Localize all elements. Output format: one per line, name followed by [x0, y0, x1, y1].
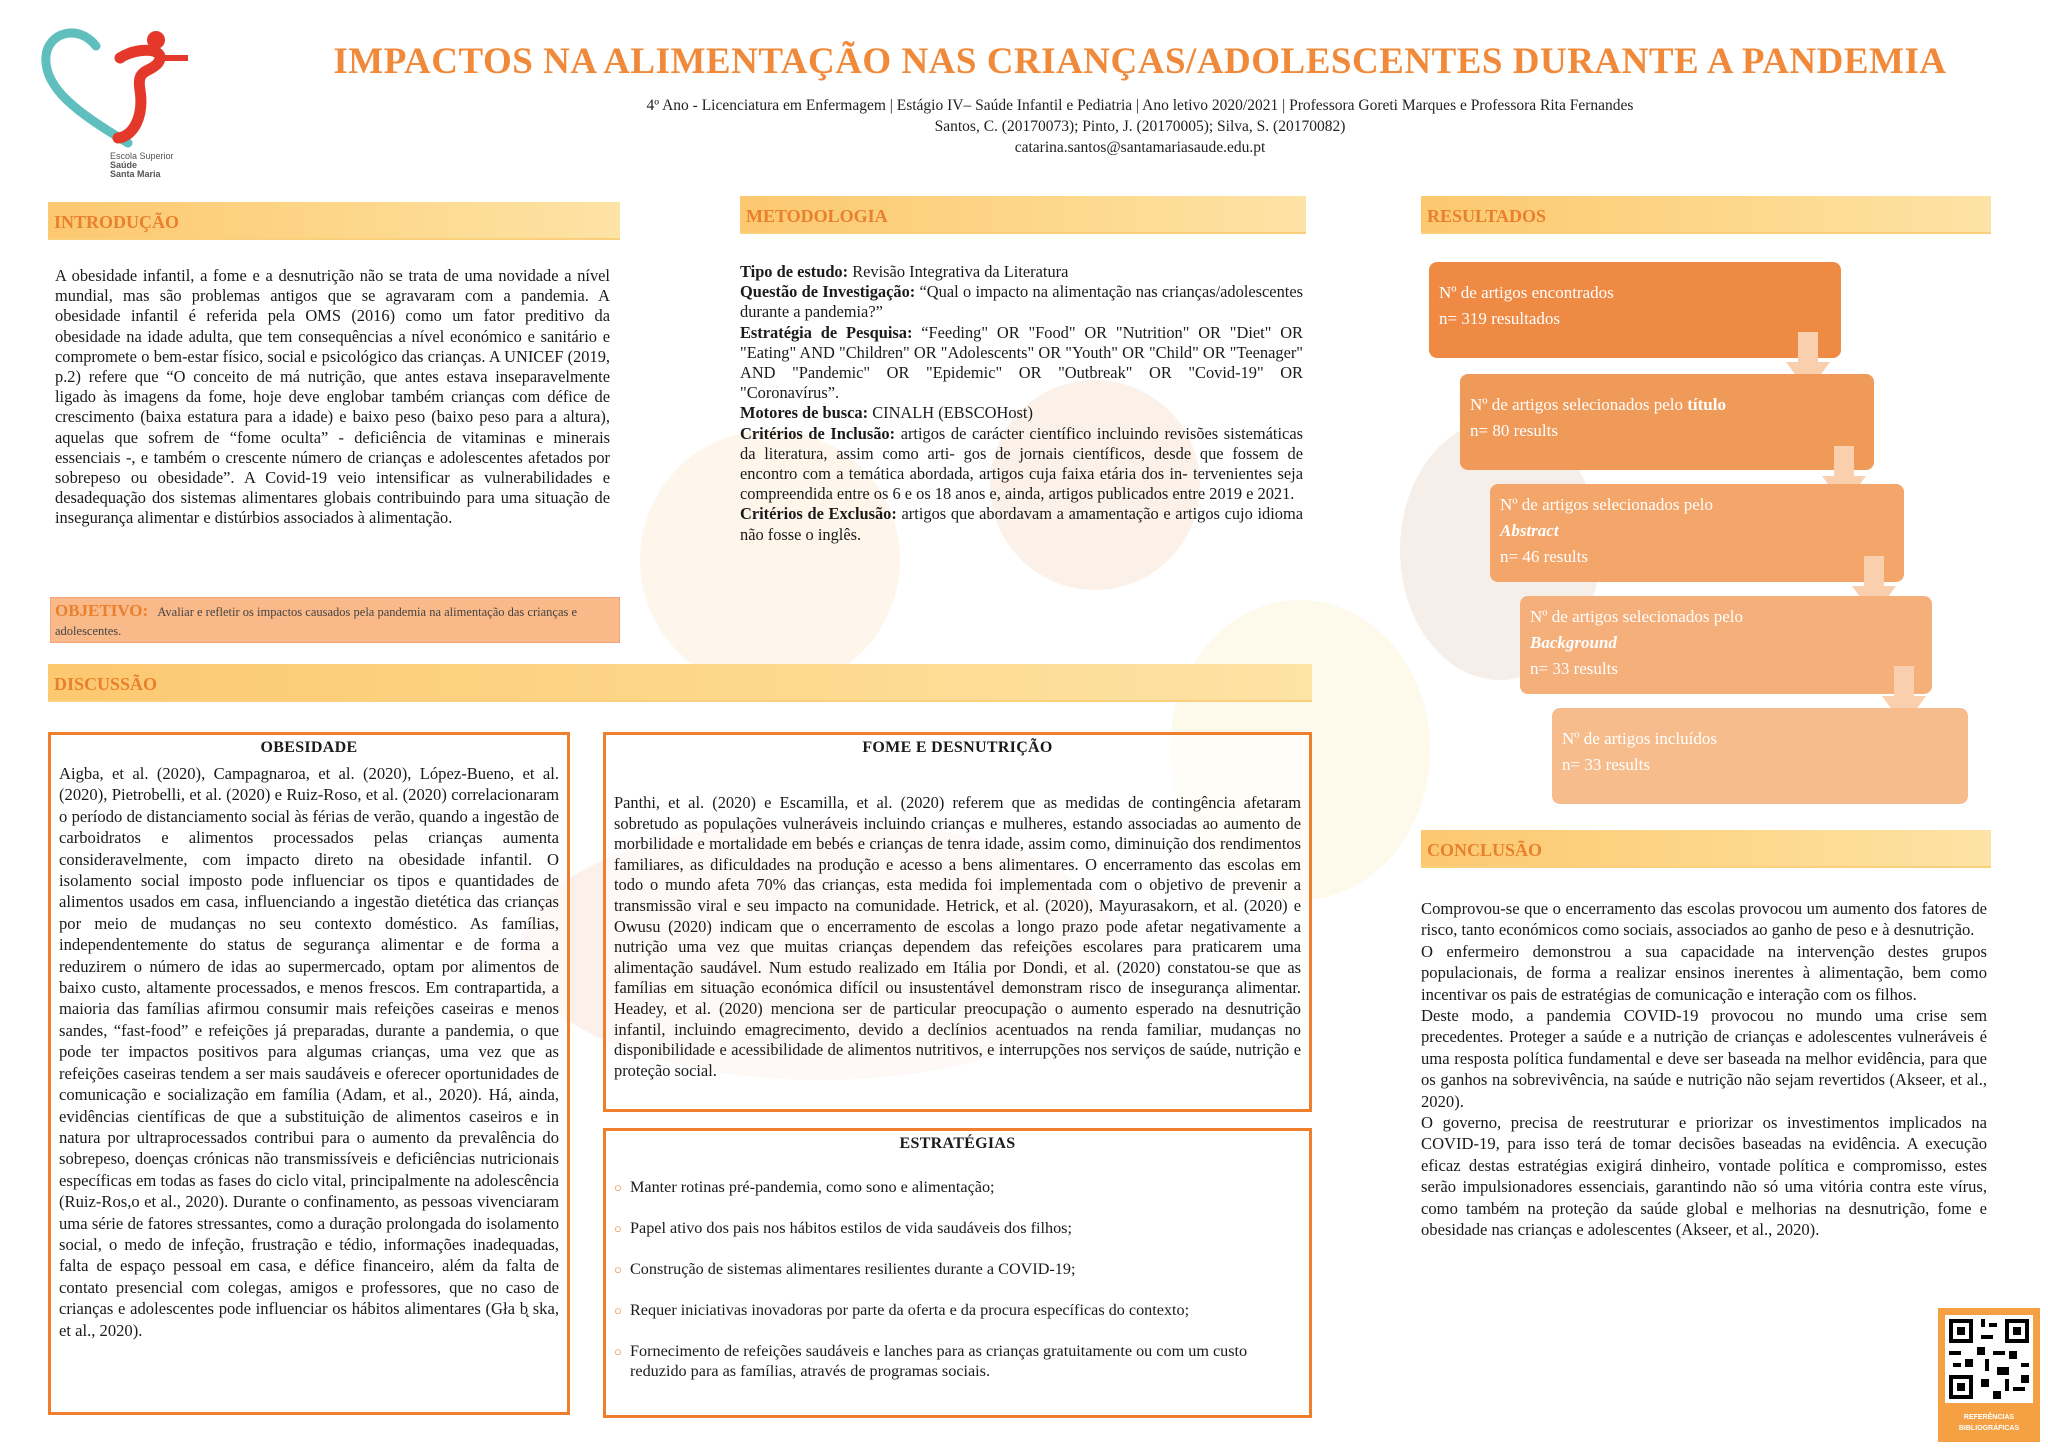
conclusion-text [1421, 898, 1987, 1241]
flow-background-count: n= 33 results [1530, 659, 1618, 678]
study-type-label: Tipo de estudo: [740, 262, 849, 281]
flow-found-count: n= 319 resultados [1439, 309, 1561, 328]
objective-box [50, 597, 620, 643]
intro-text: A obesidade infantil, a fome e a desnutrição não se trata de uma novidade a nível mundial, mas são problemas antigos que se agravaram com a pandemia. A obesidade infantil é referida pela OMS (2016) como um fator preditivo da obesidade na idade adulta, que tem consequências a nível económico e sanitário e compromete o bem-estar físico, social e psicológico das crianças. A UNICEF (2019, p.2) refere que “O conceito de má nutrição, que antes estava inseparavelmente ligado às imagens da fome, hoje deve englobar também crianças com défice de crescimento (baixa estatura para a idade) e baixo peso (baixo peso para a altura), aquelas que sofrem de “fome oculta” - deficiência de vitaminas e minerais essenciais -, e também o crescente número de crianças e adolescentes afetados por sobrepeso ou obesidade”. A Covid-19 veio intensificar as vulnerabilidades e desadequação dos sistemas alimentares globais contribuindo para uma situação de insegurança alimentar e distúrbios associados à alimentação. [55, 266, 610, 528]
exclusion-label: Critérios de Exclusão: [740, 504, 897, 524]
flow-title-label: Nº de artigos selecionados pelo [1470, 395, 1688, 414]
engines-label: Motores de busca: [740, 403, 869, 423]
bullet-icon: ○ [614, 1180, 622, 1195]
strategies-box [603, 1128, 1312, 1418]
hunger-title: FOME E DESNUTRIÇÃO [862, 739, 1053, 756]
strategy: “Feeding" OR "Food" OR "Nutrition" OR "Diet" OR "Eating" AND "Children" OR "Adolescents" OR "Youth" OR "Child" OR "Teenager" AND "Pandemic" OR "Epidemic" OR "Outbreak" OR "Covid-19" OR "Coronavírus”. [740, 322, 1303, 403]
flow-background-label: Nº de artigos selecionados pelo [1530, 607, 1743, 626]
bullet-icon: ○ [614, 1262, 622, 1277]
authors: Santos, C. (20170073); Pinto, J. (20170005); Silva, S. (20170082) [934, 118, 1346, 135]
obesity-box [48, 732, 570, 1415]
poster-title: IMPACTOS NA ALIMENTAÇÃO NAS CRIANÇAS/ADOLESCENTES DURANTE A PANDEMIA [333, 41, 1947, 82]
flow-box-abstract [1490, 484, 1904, 582]
qr-caption-1: REFERÊNCIAS [1963, 1414, 2015, 1421]
contact-email: catarina.santos@santamariasaude.edu.pt [1014, 139, 1266, 156]
method-text [740, 262, 1303, 545]
strategy-item: ○ Requer iniciativas inovadoras por parte da oferta e da procura específicas do contexto; [614, 1300, 1301, 1322]
flow-box-found [1429, 262, 1841, 358]
flow-box-background [1520, 596, 1932, 694]
inclusion: artigos de carácter científico incluindo revisões sistemáticas da literatura, assim como arti- gos de jornais científicos, desde que fossem de encontro com a temática abordada, artigos cuja faixa etária dos in- tervenientes seja compreendida entre os 6 e os 18 anos e, ainda, artigos publicados entre 2019 e 2021. [740, 423, 1303, 504]
flow-found-label: Nº de artigos encontrados [1439, 283, 1614, 302]
course-info: 4º Ano - Licenciatura em Enfermagem | Estágio IV– Saúde Infantil e Pediatria | Ano letivo 2020/2021 | Professora Goreti Marques e Professora Rita Fernandes [646, 97, 1634, 114]
bullet-icon: ○ [614, 1344, 622, 1359]
exclusion: artigos que abordavam a amamentação e artigos cujo idioma não fosse o inglês. [740, 504, 1303, 544]
logo-line1: Escola Superior [110, 151, 174, 161]
strategy-item: ○ Papel ativo dos pais nos hábitos estilos de vida saudáveis dos filhos; [614, 1218, 1301, 1240]
strategy-item: ○ Construção de sistemas alimentares resilientes durante a COVID-19; [614, 1259, 1301, 1281]
engines: CINALH (EBSCOHost) [872, 403, 1033, 423]
method-heading: METODOLOGIA [740, 196, 1306, 234]
bullet-icon: ○ [614, 1221, 622, 1236]
conclusion-heading: CONCLUSÃO [1421, 830, 1991, 868]
strategy-item: ○ Manter rotinas pré-pandemia, como sono e alimentação; [614, 1177, 1301, 1199]
qr-code-icon [1945, 1315, 2033, 1403]
qr-caption-2: BIBLIOGRÁFICAS [1958, 1425, 2020, 1432]
question: “Qual o impacto na alimentação nas crianças/adolescentes durante a pandemia?” [740, 282, 1303, 322]
discussion-heading: DISCUSSÃO [48, 664, 1312, 702]
question-label: Questão de Investigação: [740, 282, 916, 302]
inclusion-label: Critérios de Inclusão: [740, 423, 896, 443]
logo-line3: Santa Maria [110, 169, 161, 179]
logo-line2: Saúde [110, 160, 138, 170]
objective-label: OBJETIVO: [55, 601, 149, 620]
strategy-label: Estratégia de Pesquisa: [740, 322, 913, 342]
bullet-icon: ○ [614, 1303, 622, 1318]
flow-abstract-label: Nº de artigos selecionados pelo [1500, 495, 1713, 514]
strategies-title: ESTRATÉGIAS [899, 1135, 1016, 1152]
objective-text: Avaliar e refletir os impactos causados pela pandemia na alimentação das crianças e adolescentes. [55, 605, 578, 638]
conclusion-p1: Comprovou-se que o encerramento das escolas provocou um aumento dos fatores de risco, tanto económicos como sociais, associados ao ganho de peso e à desnutrição. [1421, 899, 1987, 940]
flow-abstract-bold: Abstract [1500, 521, 1559, 540]
flow-box-included [1552, 708, 1968, 804]
heart-logo-icon [38, 18, 188, 148]
flow-title-count: n= 80 results [1470, 421, 1558, 440]
flow-included-count: n= 33 results [1562, 755, 1650, 774]
school-logo [38, 18, 188, 179]
hunger-text: Panthi, et al. (2020) e Escamilla, et al. (2020) referem que as medidas de contingência afetaram sobretudo as populações vulneráveis incluindo crianças e mulheres, estando associadas ao aumento de morbilidade e mortalidade em bebés e crianças de tenra idade, assim como, diminuição dos rendimentos familiares, as dificuldades na produção e acesso a bens alimentares. O encerramento das escolas em todo o mundo afeta 70% das crianças, esta medida foi implementada com o objetivo de prevenir a transmissão viral e seu impacto na comunidade. Hetrick, et al. (2020), Mayurasakorn, et al. (2020) e Owusu (2020) indicam que o encerramento de escolas a longo prazo pode afetar negativamente a nutrição uma vez que muitas crianças dependem das refeições escolares para praticarem uma alimentação saudável. Num estudo realizado em Itália por Dondi, et al. (2020) constatou-se que as famílias em situação económica difícil ou insustentável demonstram risco de insegurança alimentar. Headey, et al. (2020) menciona ser de particular preocupação o aumento esperado na desnutrição infantil, incluindo emagrecimento, devido a declínios acentuados na renda familiar, mudanças no disponibilidade e acessibilidade de alimentos nutritivos, e interrupções nos serviços de saúde, nutrição e proteção social. [614, 793, 1301, 1080]
flow-included-label: Nº de artigos incluídos [1562, 729, 1717, 748]
hunger-box [603, 732, 1312, 1112]
conclusion-p3: Deste modo, a pandemia COVID-19 provocou no mundo uma crise sem precedentes. Proteger a saúde e a nutrição de crianças e adolescentes vulneráveis é uma resposta política fundamental e deve ser baseada na melhor evidência, para que os ganhos na sobrevivência, na saúde e nutrição não sejam revertidos (Akseer, et al., 2020). [1421, 1006, 1987, 1111]
conclusion-p2: O enfermeiro demonstrou a sua capacidade na intervenção destes grupos populacionais, de forma a realizar ensinos inerentes à alimentação, bem como incentivar os pais de estratégias de comunicação e interação com os filhos. [1421, 941, 1987, 1004]
intro-heading: INTRODUÇÃO [48, 202, 620, 240]
results-heading: RESULTADOS [1421, 196, 1991, 234]
strategy-item: ○ Fornecimento de refeições saudáveis e lanches para as crianças gratuitamente ou com um custo reduzido para as famílias, através de programas sociais. [614, 1342, 1248, 1380]
references-qr[interactable] [1938, 1308, 2040, 1442]
flow-background-bold: Background [1530, 633, 1617, 652]
obesity-title: OBESIDADE [260, 739, 358, 756]
conclusion-p4: O governo, precisa de reestruturar e priorizar os investimentos implicados na COVID-19, para isso terá de tomar decisões baseadas na evidência. A execução eficaz destas estratégias exigirá dinheiro, vontade política e compromisso, estes serão impulsionadores essenciais, garantindo não só uma vitória contra este vírus, como também na proteção da saúde global e melhorias na desnutrição, fome e obesidade nas crianças e adolescentes (Akseer, et al., 2020). [1421, 1113, 1987, 1240]
flow-box-title [1460, 374, 1874, 470]
flow-abstract-count: n= 46 results [1500, 547, 1588, 566]
obesity-text: Aigba, et al. (2020), Campagnaroa, et al. (2020), López-Bueno, et al. (2020), Pietrobelli, et al. (2020) e Ruiz-Roso, et al. (2020) correlacionaram o período de distanciamento social às férias de verão, quando a ingestão de carboidratos e alimentos processados pelas crianças aumenta consideravelmente, com impacto direto na obesidade infantil. O isolamento social imposto pode influenciar os tipos e quantidades de alimentos usados em casa, influenciando a ingestão dietética das crianças por meio de mudanças no seu contexto doméstico. As famílias, independentemente do status de segurança alimentar e de forma a reduzirem o número de idas ao supermercado, optam por alimentos de baixo custo, altamente processados, e menos frescos. Em contrapartida, a maioria das famílias afirmou consumir mais refeições caseiras e menos sandes, “fast-food” e refeições já preparadas, durante a pandemia, o que pode ter impactos positivos para algumas crianças, uma vez que as refeições caseiras tendem a ser mais saudáveis e oferecer oportunidades de comunicação e socialização em família (Adam, et al., 2020). Há, ainda, evidências científicas de que a substituição de alimentos caseiros e in natura por ultraprocessados contribui para o aumento da prevalência do sobrepeso, doenças crónicas não transmissíveis e deficiências nutricionais específicas em todas as fases do ciclo vital, principalmente na adolescência (Ruiz-Ros,o et al., 2020). Durante o confinamento, as pessoas vivenciaram uma série de fatores stressantes, como a duração prolongada do isolamento social, o medo de infeção, frustração e tédio, informações inadequadas, falta de espaço pessoal em casa, e défice financeiro, além da falta de contato presencial com colegas, amigos e professores, que no caso de crianças e adolescentes pode influenciar os hábitos alimentares (Gła b̨ ska, et al., 2020). [59, 764, 559, 1340]
study-type: Revisão Integrativa da Literatura [852, 262, 1069, 281]
flow-title-bold: título [1687, 395, 1726, 414]
